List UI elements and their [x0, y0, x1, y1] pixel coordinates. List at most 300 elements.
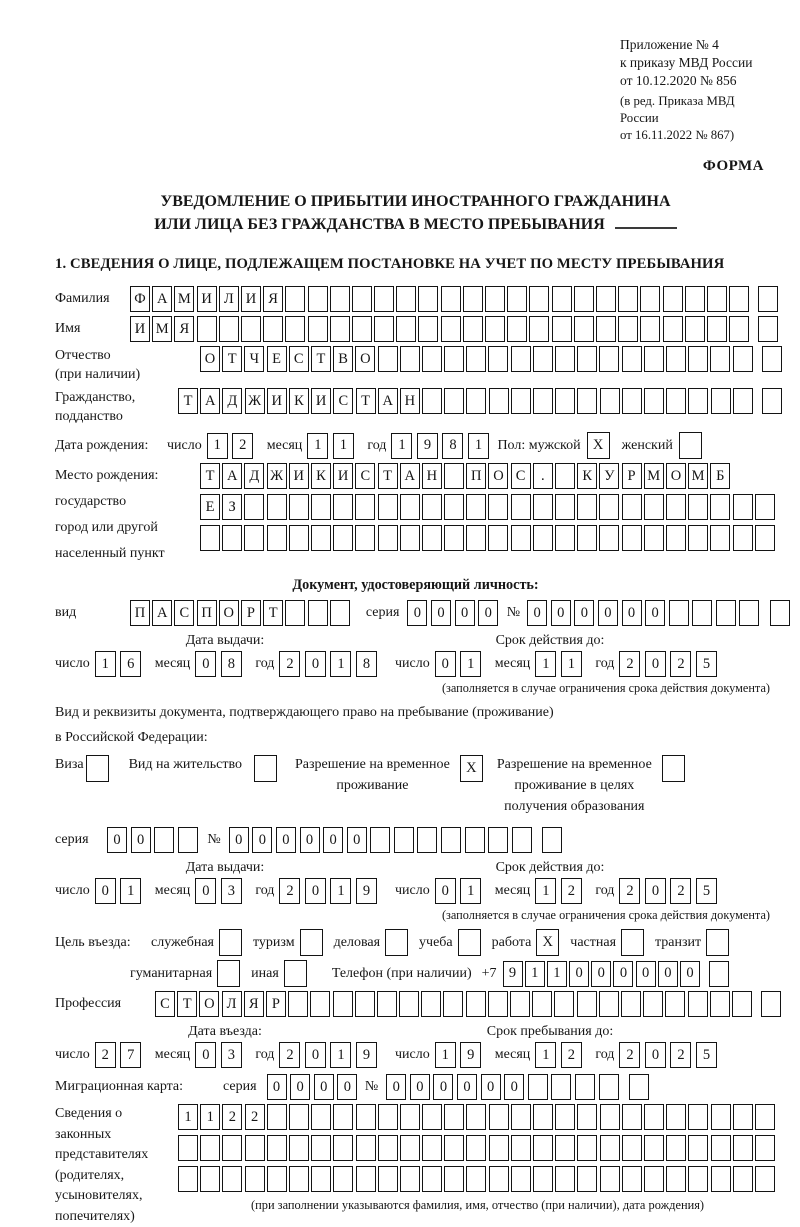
- form-cell[interactable]: Ф: [130, 286, 150, 312]
- form-cell[interactable]: 0: [290, 1074, 310, 1100]
- form-cell[interactable]: 0: [410, 1074, 430, 1100]
- form-cell[interactable]: [755, 1135, 775, 1161]
- form-cell[interactable]: [488, 494, 508, 520]
- form-cell[interactable]: [688, 388, 708, 414]
- form-cell[interactable]: [333, 525, 353, 551]
- form-cell[interactable]: [555, 1135, 575, 1161]
- form-cell[interactable]: О: [666, 463, 686, 489]
- form-cell[interactable]: 0: [407, 600, 427, 626]
- form-cell[interactable]: 0: [323, 827, 343, 853]
- form-cell[interactable]: Я: [244, 991, 264, 1017]
- form-cell[interactable]: [663, 286, 683, 312]
- form-cell[interactable]: [688, 991, 708, 1017]
- form-cell[interactable]: 0: [195, 878, 216, 904]
- form-cell[interactable]: 2: [619, 651, 640, 677]
- form-cell[interactable]: [443, 991, 463, 1017]
- form-cell[interactable]: [244, 525, 264, 551]
- form-cell[interactable]: Ч: [244, 346, 264, 372]
- form-cell[interactable]: [599, 991, 619, 1017]
- form-cell[interactable]: [511, 494, 531, 520]
- form-cell[interactable]: [755, 494, 775, 520]
- temp-residence-edu-checkbox[interactable]: [662, 755, 685, 782]
- form-cell[interactable]: [685, 316, 705, 342]
- form-cell[interactable]: 0: [504, 1074, 524, 1100]
- form-cell[interactable]: [200, 1135, 220, 1161]
- form-cell[interactable]: [444, 494, 464, 520]
- form-cell[interactable]: [488, 827, 508, 853]
- sex-male-checkbox[interactable]: X: [587, 432, 610, 459]
- form-cell[interactable]: [466, 1104, 486, 1130]
- residence-permit-checkbox[interactable]: [254, 755, 277, 782]
- form-cell[interactable]: 9: [356, 878, 377, 904]
- form-cell[interactable]: 0: [195, 1042, 216, 1068]
- form-cell[interactable]: И: [267, 388, 287, 414]
- form-cell[interactable]: [378, 1104, 398, 1130]
- form-cell[interactable]: 1: [207, 433, 228, 459]
- form-cell[interactable]: [575, 1074, 595, 1100]
- form-cell[interactable]: [333, 1135, 353, 1161]
- form-cell[interactable]: Д: [222, 388, 242, 414]
- form-cell[interactable]: 3: [221, 878, 242, 904]
- form-cell[interactable]: [600, 1104, 620, 1130]
- form-cell[interactable]: [400, 1104, 420, 1130]
- form-cell[interactable]: [378, 525, 398, 551]
- form-cell[interactable]: [418, 286, 438, 312]
- form-cell[interactable]: А: [152, 600, 172, 626]
- form-cell[interactable]: 0: [435, 651, 456, 677]
- form-cell[interactable]: [466, 1166, 486, 1192]
- form-cell[interactable]: [528, 1074, 548, 1100]
- form-cell[interactable]: 8: [221, 651, 242, 677]
- form-cell[interactable]: [710, 525, 730, 551]
- form-cell[interactable]: [200, 525, 220, 551]
- form-cell[interactable]: 0: [574, 600, 594, 626]
- form-cell[interactable]: О: [200, 346, 220, 372]
- form-cell[interactable]: 0: [435, 878, 456, 904]
- form-cell[interactable]: 5: [696, 878, 717, 904]
- form-cell[interactable]: 2: [619, 878, 640, 904]
- form-cell[interactable]: [374, 316, 394, 342]
- form-cell[interactable]: [154, 827, 174, 853]
- form-cell[interactable]: 8: [356, 651, 377, 677]
- form-cell[interactable]: [755, 525, 775, 551]
- form-cell[interactable]: К: [311, 463, 331, 489]
- form-cell[interactable]: [507, 286, 527, 312]
- form-cell[interactable]: [308, 316, 328, 342]
- form-cell[interactable]: 0: [527, 600, 547, 626]
- form-cell[interactable]: [688, 1135, 708, 1161]
- form-cell[interactable]: [267, 525, 287, 551]
- form-cell[interactable]: [444, 525, 464, 551]
- form-cell[interactable]: [378, 494, 398, 520]
- form-cell[interactable]: [444, 463, 464, 489]
- temp-residence-checkbox[interactable]: X: [460, 755, 483, 782]
- form-cell[interactable]: [599, 346, 619, 372]
- form-cell[interactable]: [400, 346, 420, 372]
- form-cell[interactable]: [178, 1135, 198, 1161]
- form-cell[interactable]: Т: [378, 463, 398, 489]
- sex-female-checkbox[interactable]: [679, 432, 702, 459]
- form-cell[interactable]: 1: [535, 651, 556, 677]
- form-cell[interactable]: [666, 1104, 686, 1130]
- form-cell[interactable]: Д: [244, 463, 264, 489]
- form-cell[interactable]: [692, 600, 712, 626]
- form-cell[interactable]: [310, 991, 330, 1017]
- purpose-humanitarian-checkbox[interactable]: [217, 960, 240, 987]
- form-cell[interactable]: [533, 1135, 553, 1161]
- form-cell[interactable]: 1: [547, 961, 567, 987]
- form-cell[interactable]: [555, 494, 575, 520]
- form-cell[interactable]: 1: [330, 878, 351, 904]
- form-cell[interactable]: [599, 525, 619, 551]
- form-cell[interactable]: 0: [431, 600, 451, 626]
- form-cell[interactable]: [422, 1166, 442, 1192]
- form-cell[interactable]: [711, 1166, 731, 1192]
- form-cell[interactable]: [688, 346, 708, 372]
- form-cell[interactable]: [511, 388, 531, 414]
- form-cell[interactable]: [577, 991, 597, 1017]
- form-cell[interactable]: И: [333, 463, 353, 489]
- form-cell[interactable]: [333, 991, 353, 1017]
- form-cell[interactable]: 0: [598, 600, 618, 626]
- form-cell[interactable]: 0: [229, 827, 249, 853]
- form-cell[interactable]: 2: [561, 1042, 582, 1068]
- form-cell[interactable]: [444, 1135, 464, 1161]
- form-cell[interactable]: 7: [120, 1042, 141, 1068]
- purpose-business-checkbox[interactable]: [385, 929, 408, 956]
- form-cell[interactable]: 1: [200, 1104, 220, 1130]
- form-cell[interactable]: [577, 1166, 597, 1192]
- form-cell[interactable]: 1: [333, 433, 354, 459]
- form-cell[interactable]: [644, 1135, 664, 1161]
- visa-checkbox[interactable]: [86, 755, 109, 782]
- form-cell[interactable]: [733, 388, 753, 414]
- form-cell[interactable]: [263, 316, 283, 342]
- form-cell[interactable]: С: [155, 991, 175, 1017]
- form-cell[interactable]: 0: [569, 961, 589, 987]
- form-cell[interactable]: 1: [307, 433, 328, 459]
- form-cell[interactable]: Р: [241, 600, 261, 626]
- form-cell[interactable]: И: [289, 463, 309, 489]
- form-cell[interactable]: [330, 316, 350, 342]
- form-cell[interactable]: 0: [613, 961, 633, 987]
- form-cell[interactable]: 0: [645, 878, 666, 904]
- form-cell[interactable]: [618, 316, 638, 342]
- form-cell[interactable]: У: [599, 463, 619, 489]
- form-cell[interactable]: 1: [535, 878, 556, 904]
- form-cell[interactable]: [707, 286, 727, 312]
- form-cell[interactable]: 1: [95, 651, 116, 677]
- form-cell[interactable]: 0: [131, 827, 151, 853]
- form-cell[interactable]: 2: [279, 651, 300, 677]
- purpose-study-checkbox[interactable]: [458, 929, 481, 956]
- form-cell[interactable]: [444, 1166, 464, 1192]
- form-cell[interactable]: 0: [95, 878, 116, 904]
- form-cell[interactable]: [466, 346, 486, 372]
- form-cell[interactable]: [441, 827, 461, 853]
- form-cell[interactable]: [422, 346, 442, 372]
- form-cell[interactable]: З: [222, 494, 242, 520]
- form-cell[interactable]: [463, 286, 483, 312]
- form-cell[interactable]: [352, 286, 372, 312]
- form-cell[interactable]: [466, 388, 486, 414]
- form-cell[interactable]: [507, 316, 527, 342]
- form-cell[interactable]: С: [333, 388, 353, 414]
- form-cell[interactable]: П: [466, 463, 486, 489]
- form-cell[interactable]: 1: [460, 878, 481, 904]
- form-cell[interactable]: [644, 525, 664, 551]
- form-cell[interactable]: [644, 1166, 664, 1192]
- form-cell[interactable]: [197, 316, 217, 342]
- form-cell[interactable]: 9: [417, 433, 438, 459]
- form-cell[interactable]: 1: [120, 878, 141, 904]
- purpose-tourism-checkbox[interactable]: [300, 929, 323, 956]
- form-cell[interactable]: [378, 1135, 398, 1161]
- form-cell[interactable]: [244, 494, 264, 520]
- form-cell[interactable]: [551, 1074, 571, 1100]
- form-cell[interactable]: [330, 286, 350, 312]
- form-cell[interactable]: [245, 1135, 265, 1161]
- form-cell[interactable]: [577, 1135, 597, 1161]
- form-cell[interactable]: 1: [178, 1104, 198, 1130]
- form-cell[interactable]: А: [200, 388, 220, 414]
- form-cell[interactable]: [577, 346, 597, 372]
- form-cell[interactable]: [245, 1166, 265, 1192]
- form-cell[interactable]: [685, 286, 705, 312]
- form-cell[interactable]: [533, 494, 553, 520]
- form-cell[interactable]: [288, 991, 308, 1017]
- form-cell[interactable]: [178, 827, 198, 853]
- form-cell[interactable]: 0: [252, 827, 272, 853]
- form-cell[interactable]: 0: [305, 1042, 326, 1068]
- form-cell[interactable]: Н: [400, 388, 420, 414]
- form-cell[interactable]: [396, 316, 416, 342]
- form-cell[interactable]: [511, 1166, 531, 1192]
- form-cell[interactable]: Р: [622, 463, 642, 489]
- form-cell[interactable]: Т: [356, 388, 376, 414]
- form-cell[interactable]: [533, 1104, 553, 1130]
- form-cell[interactable]: [421, 991, 441, 1017]
- form-cell[interactable]: [370, 827, 390, 853]
- form-cell[interactable]: Т: [178, 388, 198, 414]
- form-cell[interactable]: [600, 1166, 620, 1192]
- form-cell[interactable]: 0: [433, 1074, 453, 1100]
- form-cell[interactable]: [241, 316, 261, 342]
- form-cell[interactable]: С: [174, 600, 194, 626]
- form-cell[interactable]: Е: [267, 346, 287, 372]
- form-cell[interactable]: [374, 286, 394, 312]
- form-cell[interactable]: 1: [535, 1042, 556, 1068]
- form-cell[interactable]: [739, 600, 759, 626]
- form-cell[interactable]: [758, 286, 778, 312]
- form-cell[interactable]: [418, 316, 438, 342]
- form-cell[interactable]: [666, 388, 686, 414]
- form-cell[interactable]: [511, 346, 531, 372]
- form-cell[interactable]: [219, 316, 239, 342]
- form-cell[interactable]: [733, 525, 753, 551]
- form-cell[interactable]: 1: [330, 651, 351, 677]
- form-cell[interactable]: [622, 525, 642, 551]
- form-cell[interactable]: [710, 346, 730, 372]
- form-cell[interactable]: [529, 316, 549, 342]
- form-cell[interactable]: [356, 1166, 376, 1192]
- form-cell[interactable]: 0: [658, 961, 678, 987]
- form-cell[interactable]: [444, 1104, 464, 1130]
- form-cell[interactable]: [355, 494, 375, 520]
- form-cell[interactable]: 2: [222, 1104, 242, 1130]
- form-cell[interactable]: [733, 346, 753, 372]
- form-cell[interactable]: И: [130, 316, 150, 342]
- form-cell[interactable]: [529, 286, 549, 312]
- form-cell[interactable]: [669, 600, 689, 626]
- form-cell[interactable]: М: [644, 463, 664, 489]
- form-cell[interactable]: 1: [525, 961, 545, 987]
- form-cell[interactable]: [644, 388, 664, 414]
- form-cell[interactable]: [308, 600, 328, 626]
- form-cell[interactable]: [488, 991, 508, 1017]
- form-cell[interactable]: [222, 1166, 242, 1192]
- form-cell[interactable]: [732, 991, 752, 1017]
- form-cell[interactable]: М: [174, 286, 194, 312]
- form-cell[interactable]: [400, 1166, 420, 1192]
- form-cell[interactable]: [466, 494, 486, 520]
- form-cell[interactable]: 2: [619, 1042, 640, 1068]
- form-cell[interactable]: [396, 286, 416, 312]
- form-cell[interactable]: [333, 1166, 353, 1192]
- form-cell[interactable]: И: [241, 286, 261, 312]
- form-cell[interactable]: [400, 1135, 420, 1161]
- form-cell[interactable]: [485, 286, 505, 312]
- form-cell[interactable]: [422, 388, 442, 414]
- form-cell[interactable]: [577, 1104, 597, 1130]
- form-cell[interactable]: [733, 1104, 753, 1130]
- form-cell[interactable]: 0: [551, 600, 571, 626]
- form-cell[interactable]: [640, 316, 660, 342]
- form-cell[interactable]: [711, 388, 731, 414]
- form-cell[interactable]: [643, 991, 663, 1017]
- form-cell[interactable]: 2: [670, 651, 691, 677]
- form-cell[interactable]: 6: [120, 651, 141, 677]
- form-cell[interactable]: [542, 827, 562, 853]
- form-cell[interactable]: [267, 1135, 287, 1161]
- purpose-work-checkbox[interactable]: X: [536, 929, 559, 956]
- form-cell[interactable]: [622, 1166, 642, 1192]
- form-cell[interactable]: Л: [222, 991, 242, 1017]
- form-cell[interactable]: [555, 463, 575, 489]
- form-cell[interactable]: [444, 388, 464, 414]
- form-cell[interactable]: Т: [200, 463, 220, 489]
- form-cell[interactable]: 0: [300, 827, 320, 853]
- form-cell[interactable]: [666, 346, 686, 372]
- form-cell[interactable]: 0: [455, 600, 475, 626]
- form-cell[interactable]: П: [130, 600, 150, 626]
- form-cell[interactable]: 0: [680, 961, 700, 987]
- form-cell[interactable]: 0: [305, 878, 326, 904]
- form-cell[interactable]: 0: [276, 827, 296, 853]
- form-cell[interactable]: [330, 600, 350, 626]
- form-cell[interactable]: А: [152, 286, 172, 312]
- purpose-private-checkbox[interactable]: [621, 929, 644, 956]
- form-cell[interactable]: [761, 991, 781, 1017]
- form-cell[interactable]: [666, 1166, 686, 1192]
- form-cell[interactable]: [222, 1135, 242, 1161]
- form-cell[interactable]: [511, 525, 531, 551]
- form-cell[interactable]: [707, 316, 727, 342]
- form-cell[interactable]: 2: [670, 878, 691, 904]
- form-cell[interactable]: [308, 286, 328, 312]
- form-cell[interactable]: [600, 1135, 620, 1161]
- form-cell[interactable]: [577, 494, 597, 520]
- form-cell[interactable]: 1: [391, 433, 412, 459]
- form-cell[interactable]: В: [333, 346, 353, 372]
- form-cell[interactable]: О: [219, 600, 239, 626]
- form-cell[interactable]: 2: [232, 433, 253, 459]
- form-cell[interactable]: П: [197, 600, 217, 626]
- form-cell[interactable]: [311, 1104, 331, 1130]
- form-cell[interactable]: [596, 286, 616, 312]
- form-cell[interactable]: [762, 346, 782, 372]
- form-cell[interactable]: [422, 1135, 442, 1161]
- form-cell[interactable]: 0: [645, 600, 665, 626]
- form-cell[interactable]: [622, 494, 642, 520]
- form-cell[interactable]: 1: [468, 433, 489, 459]
- form-cell[interactable]: [377, 991, 397, 1017]
- form-cell[interactable]: [463, 316, 483, 342]
- form-cell[interactable]: 5: [696, 1042, 717, 1068]
- form-cell[interactable]: [709, 961, 729, 987]
- form-cell[interactable]: [400, 494, 420, 520]
- form-cell[interactable]: [574, 286, 594, 312]
- form-cell[interactable]: [352, 316, 372, 342]
- form-cell[interactable]: [285, 316, 305, 342]
- form-cell[interactable]: К: [577, 463, 597, 489]
- form-cell[interactable]: [618, 286, 638, 312]
- form-cell[interactable]: [466, 1135, 486, 1161]
- form-cell[interactable]: 2: [95, 1042, 116, 1068]
- form-cell[interactable]: Л: [219, 286, 239, 312]
- form-cell[interactable]: 9: [460, 1042, 481, 1068]
- form-cell[interactable]: [356, 1104, 376, 1130]
- form-cell[interactable]: [532, 991, 552, 1017]
- form-cell[interactable]: [711, 1135, 731, 1161]
- form-cell[interactable]: 1: [435, 1042, 456, 1068]
- form-cell[interactable]: [577, 388, 597, 414]
- form-cell[interactable]: [489, 388, 509, 414]
- form-cell[interactable]: О: [355, 346, 375, 372]
- form-cell[interactable]: 0: [591, 961, 611, 987]
- form-cell[interactable]: [355, 991, 375, 1017]
- form-cell[interactable]: [422, 494, 442, 520]
- form-cell[interactable]: [267, 1104, 287, 1130]
- form-cell[interactable]: .: [533, 463, 553, 489]
- form-cell[interactable]: 0: [107, 827, 127, 853]
- form-cell[interactable]: [758, 316, 778, 342]
- form-cell[interactable]: [441, 286, 461, 312]
- form-cell[interactable]: А: [400, 463, 420, 489]
- form-cell[interactable]: [356, 1135, 376, 1161]
- form-cell[interactable]: [400, 525, 420, 551]
- form-cell[interactable]: [574, 316, 594, 342]
- form-cell[interactable]: Ж: [245, 388, 265, 414]
- form-cell[interactable]: [729, 286, 749, 312]
- form-cell[interactable]: [311, 525, 331, 551]
- form-cell[interactable]: [622, 1135, 642, 1161]
- form-cell[interactable]: [512, 827, 532, 853]
- form-cell[interactable]: Н: [422, 463, 442, 489]
- form-cell[interactable]: 2: [561, 878, 582, 904]
- form-cell[interactable]: [599, 494, 619, 520]
- form-cell[interactable]: [333, 494, 353, 520]
